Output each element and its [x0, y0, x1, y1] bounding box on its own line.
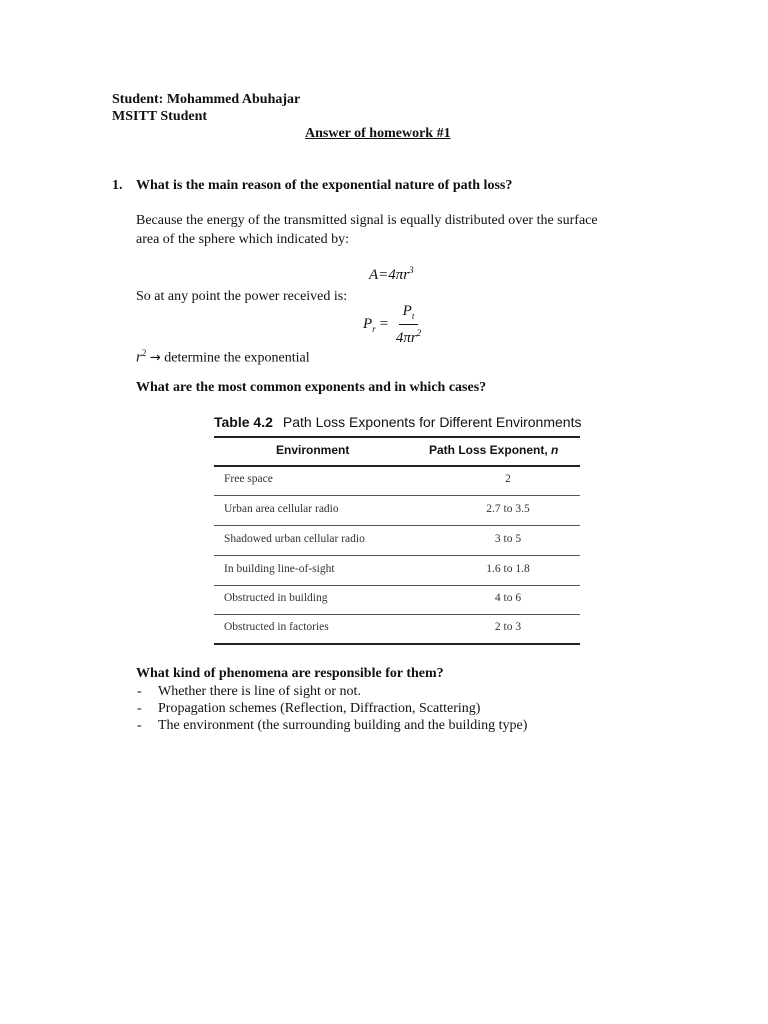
table-top-rule — [214, 436, 580, 438]
table-cell-environment: Obstructed in factories — [224, 621, 329, 633]
note-exponent: 2 — [141, 348, 147, 358]
table-cell-environment: Free space — [224, 473, 273, 485]
column-environment: Environment — [276, 443, 350, 457]
table-cell-exponent: 4 to 6 — [494, 592, 522, 604]
student-name: Student: Mohammed Abuhajar — [112, 92, 301, 107]
note-variable: r — [136, 349, 142, 366]
column-exp-var: n — [551, 443, 559, 457]
table-caption — [214, 414, 581, 430]
exponent-note — [136, 344, 310, 368]
list-item-text: The environment (the surrounding building and the building type) — [158, 718, 528, 733]
table-row — [214, 496, 580, 526]
table-row — [214, 614, 580, 645]
right-arrow-icon: → — [149, 350, 161, 366]
table-cell-exponent: 3 to 5 — [494, 533, 522, 545]
question-3: What kind of phenomena are responsible for them? — [136, 666, 444, 681]
power-intro: So at any point the power received is: — [136, 289, 348, 304]
eq2-lhs: P — [363, 315, 373, 332]
eq2-denominator: 4πr — [395, 330, 417, 346]
eq2-numerator: P — [402, 303, 412, 319]
document-title: Answer of homework #1 — [305, 126, 451, 141]
question-1: What is the main reason of the exponential nature of path loss? — [136, 178, 513, 193]
program-label: MSITT Student — [112, 109, 208, 124]
table-cell-exponent: 2.7 to 3.5 — [486, 503, 530, 515]
table-row — [214, 526, 580, 556]
table-cell-exponent: 1.6 to 1.8 — [486, 563, 530, 575]
column-exp-label: Path Loss Exponent, — [429, 443, 548, 457]
note-text: determine the exponential — [164, 350, 310, 366]
table-cell-environment: Obstructed in building — [224, 592, 328, 604]
column-path-loss-exponent — [429, 443, 558, 457]
question-2: What are the most common exponents and in which cases? — [136, 380, 487, 395]
table-row — [214, 466, 580, 496]
answer-line-1: Because the energy of the transmitted signal is equally distributed over the surface — [136, 213, 598, 228]
table-cell-environment: Urban area cellular radio — [224, 503, 339, 515]
bullet-dash: - — [137, 718, 142, 733]
table-cell-environment: Shadowed urban cellular radio — [224, 533, 365, 545]
question-1-number: 1. — [112, 178, 123, 193]
table-cell-environment: In building line-of-sight — [224, 563, 335, 575]
eq1-lhs: A — [369, 267, 379, 283]
sphere-area-equation — [369, 265, 414, 284]
eq1-rhs: =4πr — [378, 267, 410, 283]
table-number: Table 4.2 — [214, 414, 273, 430]
eq2-fraction — [392, 303, 425, 346]
eq1-exponent: 3 — [409, 265, 414, 275]
list-item-text: Whether there is line of sight or not. — [158, 684, 361, 699]
eq2-denominator-exp: 2 — [416, 328, 422, 338]
answer-line-2: area of the sphere which indicated by: — [136, 232, 350, 247]
bullet-dash: - — [137, 701, 142, 716]
table-title: Path Loss Exponents for Different Environments — [282, 414, 582, 430]
table-row — [214, 585, 580, 615]
table-row — [214, 556, 580, 586]
eq2-numerator-sub: t — [411, 311, 415, 321]
received-power-equation: $P_r$ = $\frac{P_t}{4\pi r^2}$ — [363, 303, 425, 346]
table-cell-exponent: 2 — [505, 473, 511, 485]
eq2-lhs-sub: r — [372, 323, 376, 334]
list-item-text: Propagation schemes (Reflection, Diffraction, Scattering) — [158, 701, 481, 716]
bullet-dash: - — [137, 684, 142, 699]
table-cell-exponent: 2 to 3 — [494, 621, 522, 633]
